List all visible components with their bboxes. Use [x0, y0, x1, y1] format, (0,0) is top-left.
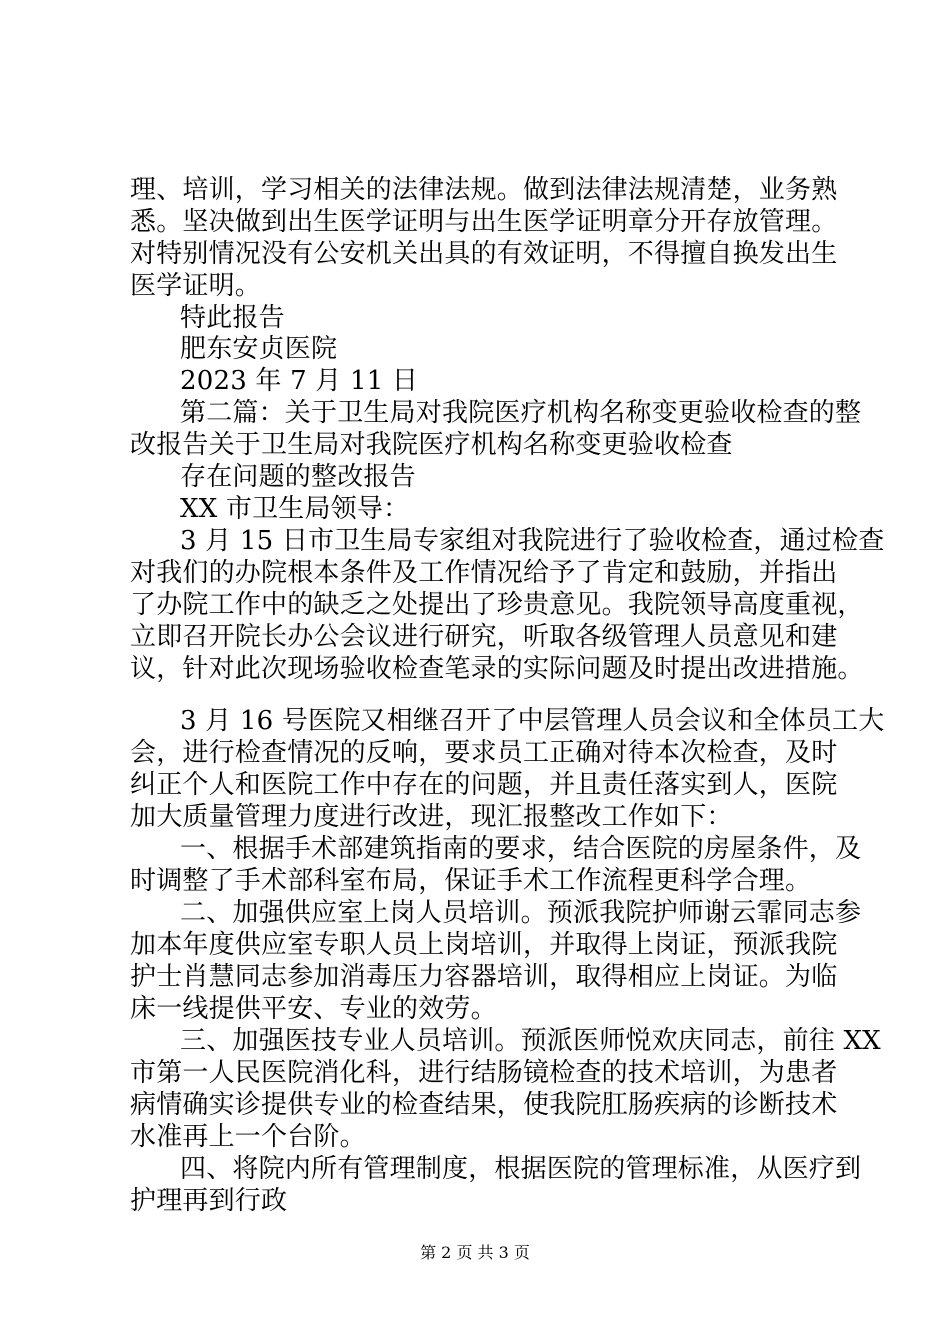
- paragraph-line: 纠正个人和医院工作中存在的问题，并且责任落实到人，医院: [130, 770, 838, 800]
- list-item-line: 护理再到行政: [130, 1186, 288, 1216]
- list-item-line: 时调整了手术部科室布局，保证手术工作流程更科学合理。: [130, 866, 812, 896]
- paragraph-line: 对我们的办院根本条件及工作情况给予了肯定和鼓励，并指出: [130, 558, 838, 588]
- list-item-line: 一、根据手术部建筑指南的要求，结合医院的房屋条件，及: [180, 834, 862, 864]
- paragraph-line: 3 月 15 日市卫生局专家组对我院进行了验收检查，通过检查: [180, 526, 885, 556]
- list-item-line: 市第一人民医院消化科，进行结肠镜检查的技术培训，为患者: [130, 1058, 838, 1088]
- closing-line: 特此报告: [180, 303, 285, 333]
- signature-org: 肥东安贞医院: [180, 334, 338, 364]
- paragraph-line: 了办院工作中的缺乏之处提出了珍贵意见。我院领导高度重视，: [130, 590, 864, 620]
- section-title: 第二篇：关于卫生局对我院医疗机构名称变更验收检查的整: [180, 398, 862, 428]
- paragraph-line: 对特别情况没有公安机关出具的有效证明，不得擅自换发出生: [130, 239, 838, 269]
- paragraph-line: 医学证明。: [130, 271, 262, 301]
- section-title: 改报告关于卫生局对我院医疗机构名称变更验收检查: [130, 430, 733, 460]
- list-item-line: 病情确实诊提供专业的检查结果，使我院肛肠疾病的诊断技术: [130, 1090, 838, 1120]
- list-item-line: 床一线提供平安、专业的效劳。: [130, 994, 497, 1024]
- paragraph-line: 悉。坚决做到出生医学证明与出生医学证明章分开存放管理。: [130, 207, 838, 237]
- list-item-line: 四、将院内所有管理制度，根据医院的管理标准，从医疗到: [180, 1154, 862, 1184]
- paragraph-line: 加大质量管理力度进行改进，现汇报整改工作如下：: [130, 802, 733, 832]
- salutation: XX 市卫生局领导：: [180, 494, 410, 524]
- paragraph-line: 会，进行检查情况的反响，要求员工正确对待本次检查，及时: [130, 738, 838, 768]
- paragraph-line: 理、培训，学习相关的法律法规。做到法律法规清楚，业务熟: [130, 175, 838, 205]
- list-item-line: 加本年度供应室专职人员上岗培训，并取得上岗证，预派我院: [130, 930, 838, 960]
- list-item-line: 护士肖慧同志参加消毒压力容器培训，取得相应上岗证。为临: [130, 962, 838, 992]
- list-item-line: 三、加强医技专业人员培训。预派医师悦欢庆同志，前往 XX: [180, 1026, 881, 1056]
- signature-date: 2023 年 7 月 11 日: [180, 366, 419, 396]
- paragraph-line: 议，针对此次现场验收检查笔录的实际问题及时提出改进措施。: [130, 654, 864, 684]
- list-item-line: 二、加强供应室上岗人员培训。预派我院护师谢云霏同志参: [180, 898, 862, 928]
- paragraph-line: 3 月 16 号医院又相继召开了中层管理人员会议和全体员工大: [180, 706, 885, 736]
- page-footer: 第 2 页 共 3 页: [420, 1243, 530, 1262]
- list-item-line: 水准再上一个台阶。: [130, 1122, 366, 1152]
- section-title: 存在问题的整改报告: [180, 462, 416, 492]
- paragraph-line: 立即召开院长办公会议进行研究，听取各级管理人员意见和建: [130, 622, 838, 652]
